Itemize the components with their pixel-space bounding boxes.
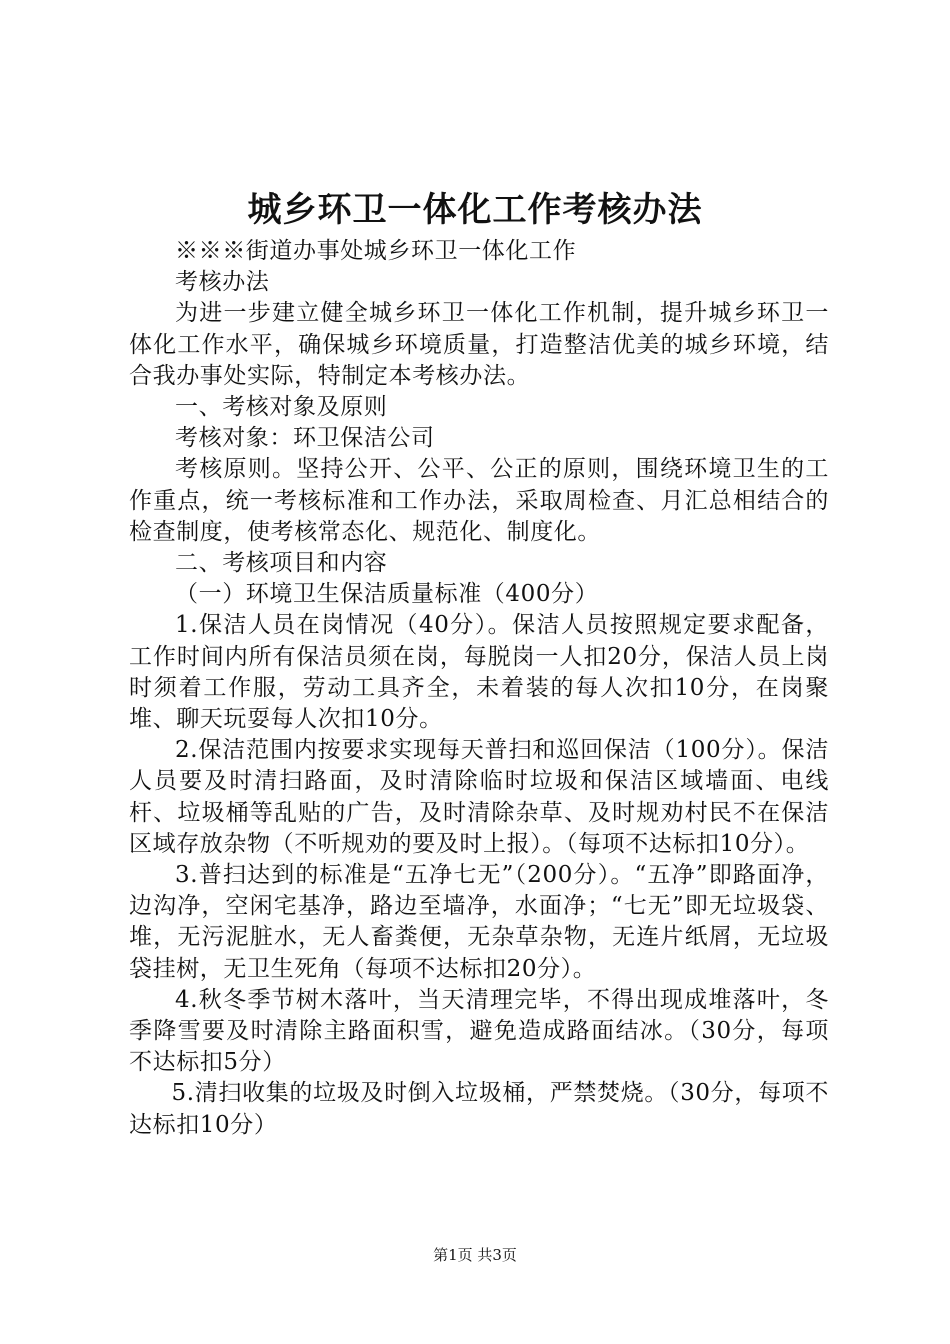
item-3-paragraph: 3.普扫达到的标准是“五净七无”（200分）。“五净”即路面净，边沟净，空闲宅基净，路边至墙净，水面净；“七无”即无垃圾袋、堆，无污泥脏水，无人畜粪便，无杂草杂物，无连片纸屑，无垃圾袋挂树，无卫生死角（每项不达标扣20分）。 — [129, 862, 829, 982]
document-body — [129, 236, 829, 1141]
item-2-paragraph: 2.保洁范围内按要求实现每天普扫和巡回保洁（100分）。保洁人员要及时清扫路面，及时清除临时垃圾和保洁区域墙面、电线杆、垃圾桶等乱贴的广告，及时清除杂草、及时规劝村民不在保洁区域存放杂物（不听规劝的要及时上报）。（每项不达标扣10分）。 — [129, 737, 829, 857]
assessment-principle: 考核原则。坚持公开、公平、公正的原则，围绕环境卫生的工作重点，统一考核标准和工作办法，采取周检查、月汇总相结合的检查制度，使考核常态化、规范化、制度化。 — [129, 456, 829, 545]
section-heading-2: 二、考核项目和内容 — [175, 550, 388, 577]
document-title: 城乡环卫一体化工作考核办法 — [247, 190, 703, 230]
item-1-paragraph: 1.保洁人员在岗情况（40分）。保洁人员按照规定要求配备，工作时间内所有保洁员须在岗，每脱岗一人扣20分，保洁人员上岗时须着工作服，劳动工具齐全，未着装的每人次扣10分，在岗聚堆、聊天玩耍每人次扣10分。 — [129, 612, 829, 733]
assessment-target: 考核对象：环卫保洁公司 — [175, 425, 435, 452]
item-5-paragraph: 5.清扫收集的垃圾及时倒入垃圾桶，严禁焚烧。（30分，每项不达标扣10分） — [129, 1080, 829, 1138]
section-heading-1: 一、考核对象及原则 — [175, 394, 388, 421]
intro-paragraph: 为进一步建立健全城乡环卫一体化工作机制，提升城乡环卫一体化工作水平，确保城乡环境质量，打造整洁优美的城乡环境，结合我办事处实际，特制定本考核办法。 — [129, 300, 829, 389]
item-4-paragraph: 4.秋冬季节树木落叶，当天清理完毕，不得出现成堆落叶，冬季降雪要及时清除主路面积雪，避免造成路面结冰。（30分，每项不达标扣5分） — [129, 986, 829, 1076]
subtitle-line-1: ※※※街道办事处城乡环卫一体化工作 — [175, 238, 577, 264]
subsection-heading-1: （一）环境卫生保洁质量标准（400分） — [175, 581, 599, 608]
subtitle-line-2: 考核办法 — [175, 269, 270, 296]
page-number-footer: 第1页 共3页 — [433, 1246, 517, 1264]
